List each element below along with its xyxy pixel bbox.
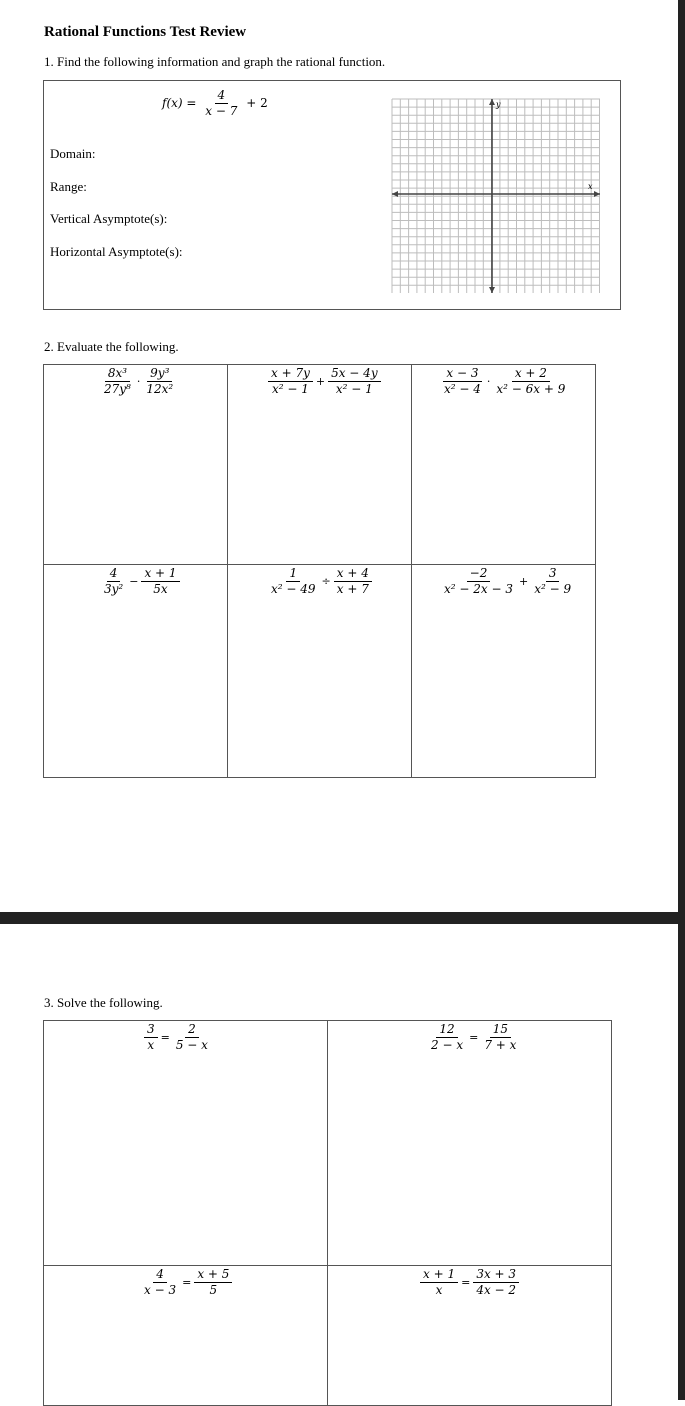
q2-cell	[43, 364, 228, 565]
denominator: 7 + x	[484, 1038, 517, 1052]
numerator: x + 1	[420, 1268, 458, 1283]
denominator: 4x − 2	[476, 1283, 517, 1297]
numerator: 3	[144, 1023, 158, 1038]
q2-cell	[227, 364, 412, 565]
fraction-left	[101, 567, 126, 596]
fraction-right	[334, 567, 372, 596]
operator: =	[469, 1031, 479, 1044]
fraction-right	[473, 1268, 519, 1297]
numerator: 3	[546, 567, 560, 582]
q2-cell	[411, 364, 596, 565]
denominator: x	[147, 1038, 155, 1052]
y-axis-label: y	[496, 100, 501, 109]
right-edge-bar	[678, 0, 685, 912]
expression	[266, 367, 383, 396]
fraction-left	[420, 1268, 458, 1297]
denominator: 5	[209, 1283, 218, 1297]
denominator: x² − 1	[271, 382, 309, 396]
fraction-right	[173, 1023, 211, 1052]
denominator: 3y²	[104, 582, 124, 596]
numerator: 15	[490, 1023, 511, 1038]
numerator: 3x + 3	[473, 1268, 519, 1283]
fraction-right	[194, 1268, 232, 1297]
expression	[99, 367, 178, 396]
fraction-left	[268, 567, 319, 596]
fraction-left	[268, 367, 313, 396]
q1-func-fraction	[202, 89, 240, 118]
expression	[439, 367, 570, 396]
q1-prompt: 1. Find the following information and graph the rational function.	[44, 54, 386, 69]
numerator: x − 3	[443, 367, 481, 382]
numerator: 8x³	[105, 367, 130, 382]
operator: =	[461, 1276, 471, 1289]
numerator: 2	[185, 1023, 199, 1038]
q1-box	[43, 80, 621, 310]
q1-function	[162, 89, 268, 118]
numerator: 4	[153, 1268, 167, 1283]
q3-cell	[327, 1020, 612, 1266]
q1-func-lhs: f(x) =	[162, 96, 197, 110]
right-edge-bar-lower	[678, 924, 685, 1400]
numerator: x + 7y	[268, 367, 313, 382]
numerator: −2	[467, 567, 491, 582]
expression	[139, 1268, 234, 1297]
operator: ÷	[321, 575, 331, 588]
denominator: x² − 49	[271, 582, 316, 596]
denominator: x² − 1	[335, 382, 373, 396]
q2-cell	[227, 564, 412, 778]
numerator: x + 1	[141, 567, 179, 582]
q2-cell	[411, 564, 596, 778]
q3-cell	[43, 1020, 328, 1266]
denominator: x² − 4	[444, 382, 481, 396]
fraction-left	[144, 1023, 158, 1052]
denominator: 27y⁸	[104, 382, 131, 396]
denominator: 2 − x	[431, 1038, 464, 1052]
fraction-right	[328, 367, 381, 396]
operator: −	[129, 575, 139, 588]
q1-func-den: x − 7	[205, 104, 238, 118]
numerator: x + 5	[194, 1268, 232, 1283]
denominator: x² − 9	[534, 582, 572, 596]
denominator: x² − 2x − 3	[444, 582, 513, 596]
q1-func-num: 4	[215, 89, 229, 104]
fraction-right	[493, 367, 568, 396]
q3-cell	[43, 1265, 328, 1406]
operator: +	[315, 375, 326, 388]
q2-prompt: 2. Evaluate the following.	[44, 339, 179, 354]
expression	[426, 1023, 521, 1052]
denominator: 5x	[153, 582, 168, 596]
operator: =	[182, 1276, 192, 1289]
expression	[266, 567, 374, 596]
denominator: x	[435, 1283, 443, 1297]
q3-prompt: 3. Solve the following.	[44, 995, 163, 1010]
fraction-left	[441, 567, 516, 596]
expression	[142, 1023, 213, 1052]
q2-cell	[43, 564, 228, 778]
denominator: 5 − x	[175, 1038, 208, 1052]
page-separator-band	[0, 912, 685, 924]
range-label: Range:	[50, 179, 87, 194]
fraction-right	[531, 567, 574, 596]
denominator: x² − 6x + 9	[496, 382, 566, 396]
numerator: 4	[107, 567, 121, 582]
denominator: 12x²	[146, 382, 174, 396]
numerator: 1	[286, 567, 300, 582]
operator: ·	[486, 375, 491, 388]
expression	[418, 1268, 521, 1297]
numerator: 9y³	[147, 367, 172, 382]
numerator: x + 4	[334, 567, 372, 582]
fraction-right	[141, 567, 179, 596]
page-title: Rational Functions Test Review	[44, 24, 247, 40]
horizontal-asymptote-label: Horizontal Asymptote(s):	[50, 244, 183, 259]
numerator: 5x − 4y	[328, 367, 381, 382]
expression	[439, 567, 576, 596]
operator: =	[160, 1031, 170, 1044]
numerator: 12	[436, 1023, 457, 1038]
fraction-right	[481, 1023, 519, 1052]
denominator: x − 3	[144, 1283, 177, 1297]
q3-cell	[327, 1265, 612, 1406]
q1-func-tail: + 2	[246, 96, 268, 110]
numerator: x + 2	[512, 367, 550, 382]
x-axis-label: x	[588, 182, 593, 191]
denominator: x + 7	[336, 582, 369, 596]
fraction-right	[143, 367, 176, 396]
domain-label: Domain:	[50, 146, 96, 161]
operator: +	[518, 575, 529, 588]
y-axis-up-arrow-icon	[489, 99, 495, 105]
fraction-left	[441, 367, 484, 396]
vertical-asymptote-label: Vertical Asymptote(s):	[50, 211, 168, 226]
fraction-left	[428, 1023, 466, 1052]
expression	[99, 567, 182, 596]
y-axis-down-arrow-icon	[489, 287, 495, 293]
coordinate-grid	[390, 97, 602, 295]
operator: ·	[136, 375, 141, 388]
fraction-left	[141, 1268, 179, 1297]
fraction-left	[101, 367, 134, 396]
